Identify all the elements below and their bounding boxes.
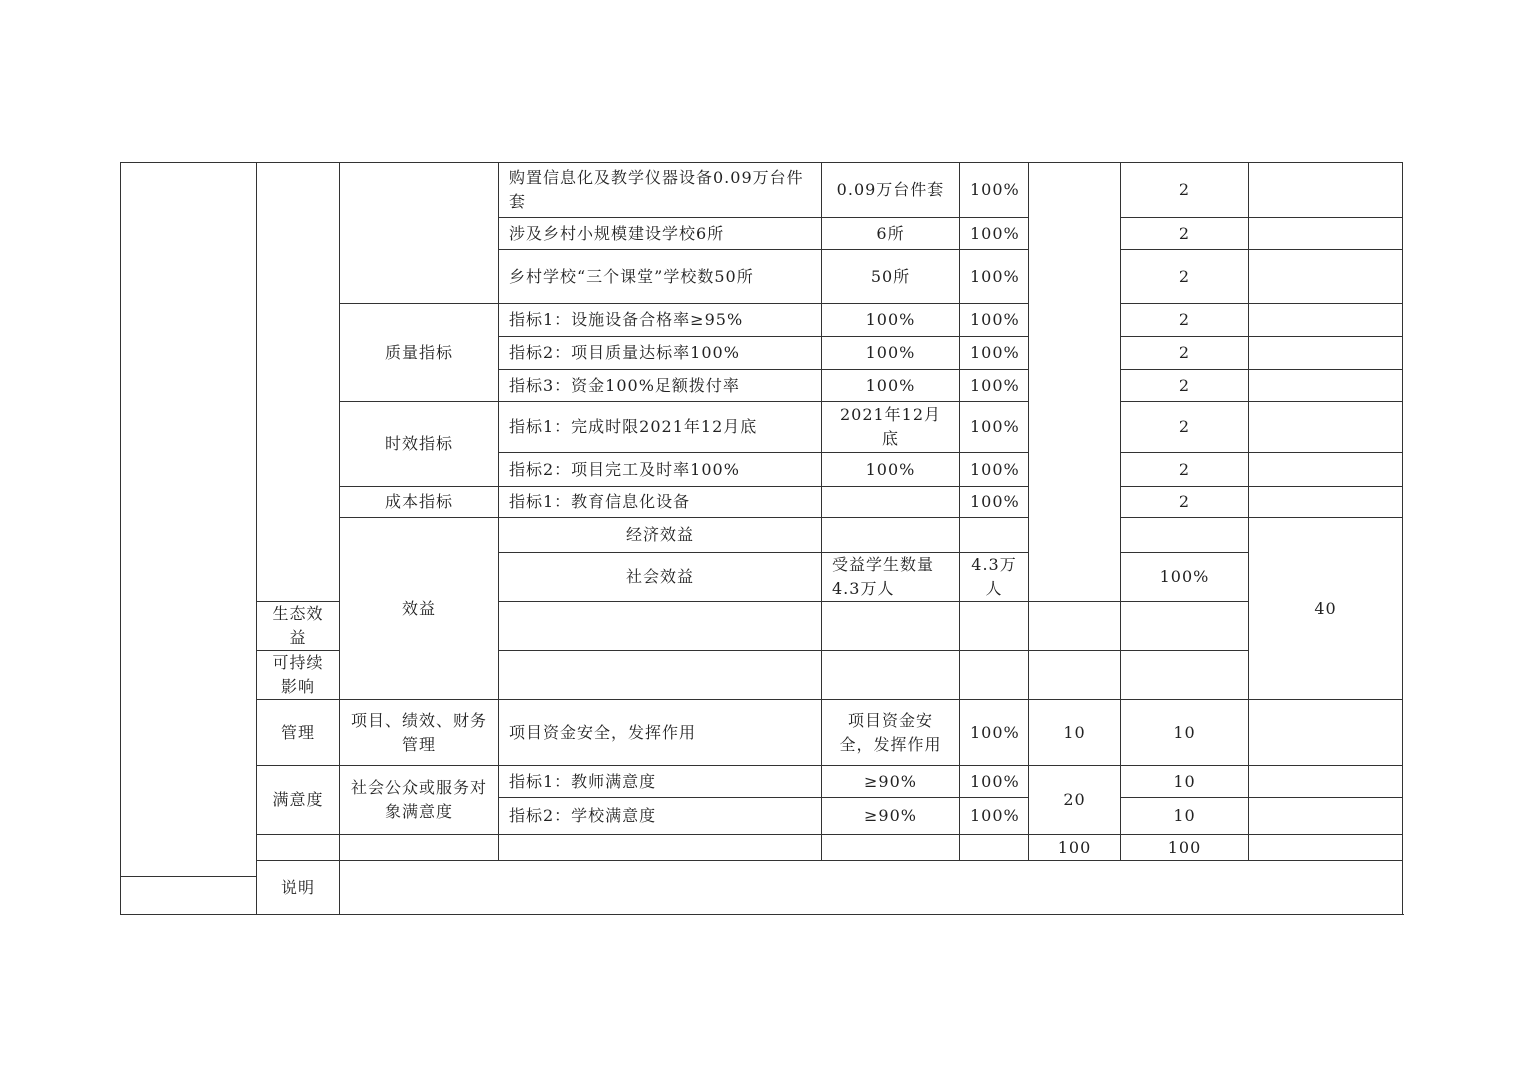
score-cell: 10 — [1121, 798, 1249, 835]
target-cell: ≥90% — [822, 766, 960, 798]
target-cell: 50所 — [822, 250, 960, 304]
score-cell: 2 — [1121, 370, 1249, 402]
actual-cell: 100% — [960, 304, 1029, 337]
score-cell: 2 — [1121, 250, 1249, 304]
management-sub-label: 项目、绩效、财务管理 — [340, 700, 499, 766]
target-cell: 100% — [822, 453, 960, 487]
indicator-cell — [499, 651, 822, 700]
actual-cell — [1121, 518, 1249, 553]
remark-cell — [1249, 700, 1403, 766]
indicator-cell: 指标3：资金100%足额拨付率 — [499, 370, 822, 402]
economic-benefit-label: 经济效益 — [499, 518, 822, 553]
target-cell: 6所 — [822, 218, 960, 250]
satisfaction-weight-cell: 20 — [1029, 766, 1121, 835]
remark-cell — [1249, 163, 1403, 218]
remark-cell — [1249, 337, 1403, 370]
target-cell: ≥90% — [822, 798, 960, 835]
indicator-cell: 指标1：教师满意度 — [499, 766, 822, 798]
table-row — [121, 163, 1403, 218]
table-row — [121, 835, 1403, 861]
remark-cell — [1121, 602, 1249, 651]
target-cell: 项目资金安全，发挥作用 — [822, 700, 960, 766]
score-cell — [1029, 602, 1121, 651]
remark-cell — [1249, 218, 1403, 250]
score-cell — [1029, 651, 1121, 700]
actual-cell — [960, 651, 1029, 700]
actual-cell: 100% — [960, 766, 1029, 798]
indicator-cell: 受益学生数量4.3万人 — [822, 553, 960, 602]
benefit-weight-cell: 40 — [1249, 518, 1403, 700]
actual-cell: 100% — [960, 453, 1029, 487]
actual-cell — [960, 602, 1029, 651]
indicator-cell: 指标1：设施设备合格率≥95% — [499, 304, 822, 337]
total-row-cell — [257, 835, 340, 861]
remark-cell — [1249, 453, 1403, 487]
score-cell: 2 — [1121, 218, 1249, 250]
remark-cell — [1121, 651, 1249, 700]
remark-cell — [1249, 250, 1403, 304]
total-score-cell: 100 — [1121, 835, 1249, 861]
quantity-category-cell — [340, 163, 499, 304]
target-cell — [822, 487, 960, 518]
total-row-cell — [340, 835, 499, 861]
indicator-cell: 乡村学校“三个课堂”学校数50所 — [499, 250, 822, 304]
cost-indicator-label: 成本指标 — [340, 487, 499, 518]
actual-cell: 100% — [960, 700, 1029, 766]
actual-cell: 100% — [960, 370, 1029, 402]
score-cell: 2 — [1121, 487, 1249, 518]
score-cell: 2 — [1121, 304, 1249, 337]
indicator-cell: 指标1：完成时限2021年12月底 — [499, 402, 822, 453]
target-cell — [960, 518, 1029, 553]
actual-cell: 100% — [1121, 553, 1249, 602]
remark-cell — [1249, 766, 1403, 798]
indicator-cell: 指标2：项目质量达标率100% — [499, 337, 822, 370]
remark-cell — [1249, 304, 1403, 337]
table-row — [121, 700, 1403, 766]
target-cell: 100% — [822, 337, 960, 370]
weight-cell — [1029, 163, 1121, 602]
target-cell: 4.3万人 — [960, 553, 1029, 602]
output-category-cell — [257, 163, 340, 602]
satisfaction-sub-label: 社会公众或服务对象满意度 — [340, 766, 499, 835]
remark-cell — [1249, 402, 1403, 453]
indicator-cell: 涉及乡村小规模建设学校6所 — [499, 218, 822, 250]
target-cell — [822, 651, 960, 700]
remark-cell — [1249, 487, 1403, 518]
actual-cell: 100% — [960, 163, 1029, 218]
remark-cell — [1249, 835, 1403, 861]
indicator-cell: 指标2：学校满意度 — [499, 798, 822, 835]
target-cell — [822, 602, 960, 651]
ecological-benefit-label: 生态效益 — [257, 602, 340, 651]
first-column-cell — [121, 163, 257, 915]
actual-cell: 100% — [960, 798, 1029, 835]
note-content — [340, 861, 1403, 915]
table-row — [121, 861, 1403, 915]
management-weight-cell: 10 — [1029, 700, 1121, 766]
target-cell: 100% — [822, 370, 960, 402]
benefit-label: 效益 — [340, 518, 499, 700]
remark-cell — [1249, 798, 1403, 835]
table-row — [121, 602, 1403, 651]
total-weight-cell: 100 — [1029, 835, 1121, 861]
actual-cell: 100% — [960, 337, 1029, 370]
score-cell: 2 — [1121, 337, 1249, 370]
total-row-cell — [960, 835, 1029, 861]
management-label: 管理 — [257, 700, 340, 766]
score-cell: 2 — [1121, 453, 1249, 487]
score-cell: 2 — [1121, 402, 1249, 453]
indicator-cell — [499, 602, 822, 651]
quality-indicator-label: 质量指标 — [340, 304, 499, 402]
score-cell: 10 — [1121, 700, 1249, 766]
remark-cell — [1249, 370, 1403, 402]
satisfaction-label: 满意度 — [257, 766, 340, 835]
sustainable-impact-label: 可持续影响 — [257, 651, 340, 700]
target-cell: 100% — [822, 304, 960, 337]
indicator-cell: 购置信息化及教学仪器设备0.09万台件套 — [499, 163, 822, 218]
total-row-cell — [822, 835, 960, 861]
social-benefit-label: 社会效益 — [499, 553, 822, 602]
actual-cell: 100% — [960, 487, 1029, 518]
target-cell: 0.09万台件套 — [822, 163, 960, 218]
table-row — [121, 766, 1403, 798]
total-row-cell — [499, 835, 822, 861]
indicator-cell: 项目资金安全，发挥作用 — [499, 700, 822, 766]
score-cell: 10 — [1121, 766, 1249, 798]
performance-evaluation-table — [120, 162, 1403, 915]
indicator-cell: 指标2：项目完工及时率100% — [499, 453, 822, 487]
table-row — [121, 651, 1403, 700]
actual-cell: 100% — [960, 218, 1029, 250]
actual-cell: 100% — [960, 402, 1029, 453]
note-label: 说明 — [257, 861, 340, 915]
actual-cell: 100% — [960, 250, 1029, 304]
score-cell: 2 — [1121, 163, 1249, 218]
timeliness-indicator-label: 时效指标 — [340, 402, 499, 487]
indicator-cell — [822, 518, 960, 553]
indicator-cell: 指标1：教育信息化设备 — [499, 487, 822, 518]
target-cell: 2021年12月底 — [822, 402, 960, 453]
